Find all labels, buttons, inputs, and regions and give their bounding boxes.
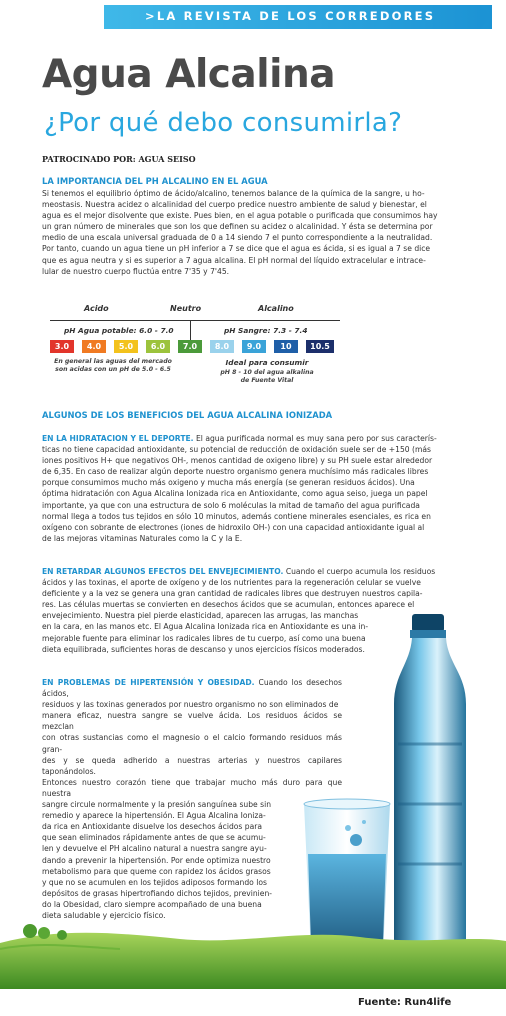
ph-neutral-divider bbox=[190, 320, 191, 340]
paragraph-line: lular de nuestro cuerpo fluctúa entre 7'35 y 7'45. bbox=[42, 266, 230, 276]
paragraph-line: ticas no tiene capacidad antioxidante, su potencial de reducción de oxidación suele ser de +150 (más bbox=[42, 445, 432, 455]
ph-ideal-title: Ideal para consumir bbox=[225, 358, 309, 367]
paragraph-line: dando a prevenir la hipertensión. Por ende optimiza nuestro bbox=[42, 855, 271, 865]
source-credit: Fuente: Run4life bbox=[358, 997, 452, 1008]
paragraph-line: metabolismo para que queme con rapidez los ácidos grasos bbox=[42, 866, 271, 876]
article-subtitle: ¿Por qué debo consumirla? bbox=[44, 108, 403, 138]
paragraph-line: sangre circule normalmente y la presión sanguínea sube sin bbox=[42, 800, 272, 810]
ph-ideal-line: pH 8 - 10 del agua alkalina bbox=[220, 369, 314, 376]
ph-note-acid-line: son acidas con un pH de 5.0 - 6.5 bbox=[55, 366, 171, 373]
ph-ideal-note bbox=[212, 369, 322, 385]
section-heading-benefits: ALGUNOS DE LOS BENEFICIOS DEL AGUA ALCALINA IONIZADA bbox=[42, 410, 333, 420]
paragraph-line bbox=[42, 433, 478, 444]
ph-note-acid-line: En general las aguas del mercado bbox=[54, 358, 172, 365]
ph-acid-label: Acido bbox=[84, 304, 109, 313]
paragraph-line: con otras sustancias como el magnesio o el calcio formando residuos más gran- bbox=[42, 733, 342, 754]
ph-box-7: 7.0 bbox=[178, 340, 202, 353]
section-heading-ph: LA IMPORTANCIA DEL PH ALCALINO EN EL AGUA bbox=[42, 176, 268, 186]
ph-potable-range: pH Agua potable: 6.0 - 7.0 bbox=[64, 326, 174, 335]
header-banner bbox=[0, 0, 506, 34]
paragraph-line: normal llega a todos tus tejidos en sólo 10 minutos, además contiene minerales esenciales, es rica en bbox=[42, 511, 431, 521]
paragraph-line: de 6,35. En caso de realizar algún deporte nuestro organismo genera muchísimo más radicales libres bbox=[42, 467, 429, 477]
paragraph-line: óptima hidratación con Agua Alcalina Ionizada rica en Antioxidante, como agua seiso, juega un papel bbox=[42, 489, 428, 499]
paragraph-line: envejecimiento. Nuestra piel pierde elasticidad, aparecen las arrugas, las manchas bbox=[42, 611, 359, 621]
paragraph-line: deficiente y a la vez se genera una gran cantidad de radicales libres que destruyen nuestros capila- bbox=[42, 589, 423, 599]
paragraph-line: Por tanto, cuando un agua tiene un pH inferior a 7 se dice que el agua es ácida, si es igual a 7 se dice bbox=[42, 244, 431, 254]
article-title: Agua Alcalina bbox=[42, 52, 336, 97]
paragraph-lead: EN PROBLEMAS DE HIPERTENSIÓN Y OBESIDAD. bbox=[42, 678, 255, 687]
paragraph-line: oxígeno con sobrante de electrones (iones de hidroxilo OH-) con una capacidad antioxidante igual al bbox=[42, 522, 425, 532]
paragraph-text: El agua purificada normal es muy sana pero por sus caracterís- bbox=[193, 434, 437, 443]
paragraph-line: que sean eliminados rápidamente antes de que se acumu- bbox=[42, 833, 266, 843]
ph-box-10: 10 bbox=[274, 340, 298, 353]
paragraph-line: des y se queda adherido a nuestras arterias y nuestros capilares taponándolos. bbox=[42, 755, 342, 776]
paragraph-line: residuos y las toxinas generados por nuestro organismo no son eliminados de bbox=[42, 700, 339, 710]
paragraph-line: iones positivos H+ que negativos OH-, menos cantidad de oxigeno libre) y su PH suele estar alrededor bbox=[42, 456, 433, 466]
ph-scale bbox=[42, 304, 342, 424]
sponsor-line: PATROCINADO POR: AGUA SEISO bbox=[42, 154, 196, 164]
ph-alkaline-label: Alcalino bbox=[258, 304, 294, 313]
paragraph-line: dieta saludable y ejercicio físico. bbox=[42, 910, 166, 920]
ph-box-5: 5.0 bbox=[114, 340, 138, 353]
paragraph-text: Cuando los desechos ácidos, bbox=[42, 678, 342, 699]
ph-blood-range: pH Sangre: 7.3 - 7.4 bbox=[224, 326, 308, 335]
paragraph-line: un gran número de minerales que son los que definen su acidez o alcalinidad. Y ésta se determina por bbox=[42, 222, 433, 232]
banner-text: >LA REVISTA DE LOS CORREDORES bbox=[145, 9, 436, 23]
ph-box-10-5: 10.5 bbox=[306, 340, 334, 353]
paragraph-line: ácidos y las toxinas, el aporte de oxígeno y de los nutrientes para la regeneración celular se vuelve bbox=[42, 578, 421, 588]
paragraph-line: Si tenemos el equilibrio óptimo de ácido/alcalino, tenemos balance de la química de la sangre, u ho- bbox=[42, 189, 425, 198]
paragraph-line: dieta equilibrada, suficientes horas de descanso y unos ejercicios físicos moderados. bbox=[42, 644, 365, 654]
banner-arrow-icon bbox=[480, 5, 492, 29]
paragraph-line: importante, ya que con una estructura de solo 6 moléculas la mitad de tamaño del agua purificada bbox=[42, 500, 420, 510]
ph-neutral-label: Neutro bbox=[170, 304, 202, 313]
paragraph-line: Entonces nuestro corazón tiene que trabajar mucho más duro para que nuestra bbox=[42, 777, 342, 798]
paragraph-hypertension bbox=[42, 677, 342, 921]
paragraph-hydration bbox=[42, 433, 478, 544]
ph-box-3: 3.0 bbox=[50, 340, 74, 353]
paragraph-line: remedio y aparece la hipertensión. El Agua Alcalina Ioniza- bbox=[42, 811, 266, 821]
paragraph-line: que es agua neutra y si es superior a 7 agua alcalina. El pH normal del líquido extracelular e intrace- bbox=[42, 255, 426, 265]
ph-box-9: 9.0 bbox=[242, 340, 266, 353]
paragraph-line: mejorable fuente para eliminar los radicales libres de tu cuerpo, así como una buena bbox=[42, 633, 366, 643]
paragraph-text: Cuando el cuerpo acumula los residuos bbox=[283, 567, 436, 576]
paragraph-lead: EN RETARDAR ALGUNOS EFECTOS DEL ENVEJECIMIENTO. bbox=[42, 567, 284, 576]
paragraph-line: depósitos de grasas hipertrofiando dichos tejidos, previnien- bbox=[42, 888, 272, 898]
paragraph-line: res. Las células muertas se convierten en desechos ácidos que se acumulan, entonces aparece el bbox=[42, 600, 415, 610]
paragraph-line: en la cara, en las manos etc. El Agua Alcalina Ionizada rica en Antioxidante es una in- bbox=[42, 622, 369, 632]
article-page bbox=[0, 34, 506, 989]
paragraph-line: porque consumimos mucho más oxigeno y mucha más energía (se generan residuos ácidos). Una bbox=[42, 478, 415, 488]
paragraph-line: do la Obesidad, claro siempre acompañado de una buena bbox=[42, 899, 262, 909]
paragraph-line: agua es el mejor disolvente que existe. Pues bien, en el agua potable o purificada que consumimos hay bbox=[42, 211, 438, 221]
ph-scale-line bbox=[50, 320, 340, 321]
grass-field-illustration bbox=[0, 919, 506, 989]
paragraph-line: y que no se acumulen en los tejidos adiposos formando los bbox=[42, 877, 267, 887]
paragraph-line: de las mejoras vitaminas Naturales como la C y la E. bbox=[42, 533, 243, 543]
paragraph-line: da rica en Antioxidante disuelve los desechos ácidos para bbox=[42, 822, 263, 832]
ph-box-6: 6.0 bbox=[146, 340, 170, 353]
paragraph-line: len y devuelve el PH alcalino natural a nuestra sangre ayu- bbox=[42, 844, 267, 854]
ph-ideal-line: de Fuente Vital bbox=[240, 377, 294, 384]
paragraph-lead: EN LA HIDRATACION Y EL DEPORTE. bbox=[42, 434, 194, 443]
ph-note-acid bbox=[48, 358, 178, 374]
paragraph-ph bbox=[42, 188, 478, 277]
paragraph-line: manera eficaz, nuestra sangre se vuelve ácida. Los residuos ácidos se mezclan bbox=[42, 711, 342, 732]
paragraph-line bbox=[42, 677, 342, 699]
ph-box-8: 8.0 bbox=[210, 340, 234, 353]
ph-box-4: 4.0 bbox=[82, 340, 106, 353]
paragraph-line bbox=[42, 566, 478, 577]
paragraph-line: medio de una escala universal graduada de 0 a 14 siendo 7 el punto correspondiente a la neutralidad. bbox=[42, 233, 433, 243]
paragraph-line: meostasis. Nuestra acidez o alcalinidad del cuerpo predice nuestro ambiente de salud y bienestar, el bbox=[42, 200, 427, 210]
